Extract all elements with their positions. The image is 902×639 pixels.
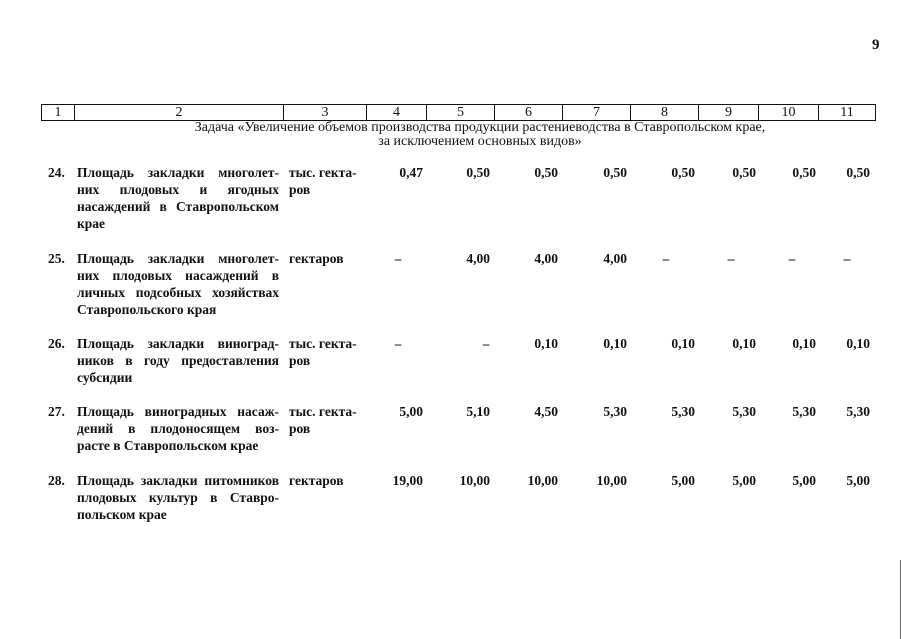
value-cell: 0,50	[603, 165, 627, 180]
value-cell: 5,00	[671, 473, 695, 488]
header-cell: 8	[631, 105, 699, 121]
indicator-name-line: ников в году предоставления	[77, 353, 279, 368]
value-cell: 0,10	[846, 336, 870, 351]
unit	[289, 250, 369, 267]
unit-line: тыс. гекта-	[289, 336, 357, 351]
value-cell: 0,10	[603, 336, 627, 351]
row-number: 28.	[48, 473, 65, 488]
header-cell: 1	[42, 105, 75, 121]
indicator-name-line: них плодовых насаждений в	[77, 268, 279, 283]
indicator-name	[77, 472, 279, 523]
indicator-name-line: личных подсобных хозяйствах	[77, 285, 279, 300]
value-cell: 0,47	[399, 165, 423, 180]
unit	[289, 164, 369, 198]
unit-line: ров	[289, 182, 311, 197]
value-cell: 0,50	[671, 165, 695, 180]
indicator-name-line: дений в плодоносящем воз-	[77, 421, 279, 436]
value-cell: 5,00	[846, 473, 870, 488]
value-cell: 5,30	[846, 404, 870, 419]
value-cell: 0,10	[792, 336, 816, 351]
column-number-header	[41, 104, 876, 121]
indicator-name-line: Площадь закладки питомников	[77, 473, 279, 488]
header-cell: 2	[75, 105, 284, 121]
value-cell: 5,30	[792, 404, 816, 419]
indicator-name	[77, 403, 279, 454]
indicator-name-line: субсидии	[77, 370, 133, 385]
unit-line: ров	[289, 421, 311, 436]
value-cell: 0,50	[846, 165, 870, 180]
header-cell: 10	[759, 105, 819, 121]
unit	[289, 403, 369, 437]
value-cell: 4,00	[466, 251, 490, 266]
value-cell: 0,10	[534, 336, 558, 351]
indicator-name	[77, 164, 279, 232]
value-cell: –	[394, 336, 402, 351]
unit-line: тыс. гекта-	[289, 165, 357, 180]
value-cell: 4,00	[534, 251, 558, 266]
value-cell: 5,10	[466, 404, 490, 419]
value-cell: 0,50	[732, 165, 756, 180]
indicator-name-line: Площадь закладки виноград-	[77, 336, 279, 351]
value-cell: 5,00	[792, 473, 816, 488]
header-cell: 5	[427, 105, 495, 121]
indicator-name	[77, 335, 279, 386]
row-number: 24.	[48, 165, 65, 180]
unit	[289, 335, 369, 369]
indicator-name-line: крае	[77, 216, 106, 231]
value-cell: 5,00	[399, 404, 423, 419]
unit-line: гектаров	[289, 473, 344, 488]
header-cell: 7	[563, 105, 631, 121]
section-title-line: за исключением основных видов»	[378, 134, 582, 149]
value-cell: 4,50	[534, 404, 558, 419]
indicator-name-line: них плодовых и ягодных	[77, 182, 279, 197]
row-number: 27.	[48, 404, 65, 419]
indicator-name-line: Площадь виноградных насаж-	[77, 404, 279, 419]
indicator-name-line: польском крае	[77, 507, 167, 522]
value-cell: –	[843, 251, 851, 266]
unit-line: тыс. гекта-	[289, 404, 357, 419]
header-cell: 4	[367, 105, 427, 121]
value-cell: –	[662, 251, 670, 266]
unit	[289, 472, 369, 489]
value-cell: 5,30	[671, 404, 695, 419]
row-number: 25.	[48, 251, 65, 266]
indicator-name-line: плодовых культур в Ставро-	[77, 490, 279, 505]
value-cell: 19,00	[392, 473, 423, 488]
header-cell: 6	[495, 105, 563, 121]
indicator-name-line: Площадь закладки многолет-	[77, 165, 279, 180]
value-cell: 0,10	[671, 336, 695, 351]
value-cell: 10,00	[527, 473, 558, 488]
header-cell: 9	[699, 105, 759, 121]
indicator-name-line: расте в Ставропольском крае	[77, 438, 259, 453]
row-number: 26.	[48, 336, 65, 351]
section-title-line: Задача «Увеличение объемов производства продукции растениеводства в Ставропольском крае,	[194, 120, 766, 135]
value-cell: 0,50	[466, 165, 490, 180]
value-cell: 5,30	[603, 404, 627, 419]
value-cell: 5,30	[732, 404, 756, 419]
header-cell: 11	[819, 105, 876, 121]
value-cell: 0,50	[792, 165, 816, 180]
value-cell: –	[394, 251, 402, 266]
indicator-name	[77, 250, 279, 318]
indicator-name-line: Ставропольского края	[77, 302, 217, 317]
value-cell: –	[482, 336, 490, 351]
indicator-name-line: насаждений в Ставропольском	[77, 199, 279, 214]
value-cell: –	[727, 251, 735, 266]
section-title	[130, 121, 830, 149]
page-number: 9	[872, 37, 880, 53]
unit-line: ров	[289, 353, 311, 368]
value-cell: 4,00	[603, 251, 627, 266]
unit-line: гектаров	[289, 251, 344, 266]
value-cell: 0,50	[534, 165, 558, 180]
indicator-name-line: Площадь закладки многолет-	[77, 251, 279, 266]
scan-margin-line	[900, 560, 901, 639]
value-cell: 5,00	[732, 473, 756, 488]
value-cell: –	[788, 251, 796, 266]
header-cell: 3	[284, 105, 367, 121]
value-cell: 10,00	[596, 473, 627, 488]
value-cell: 10,00	[459, 473, 490, 488]
value-cell: 0,10	[732, 336, 756, 351]
